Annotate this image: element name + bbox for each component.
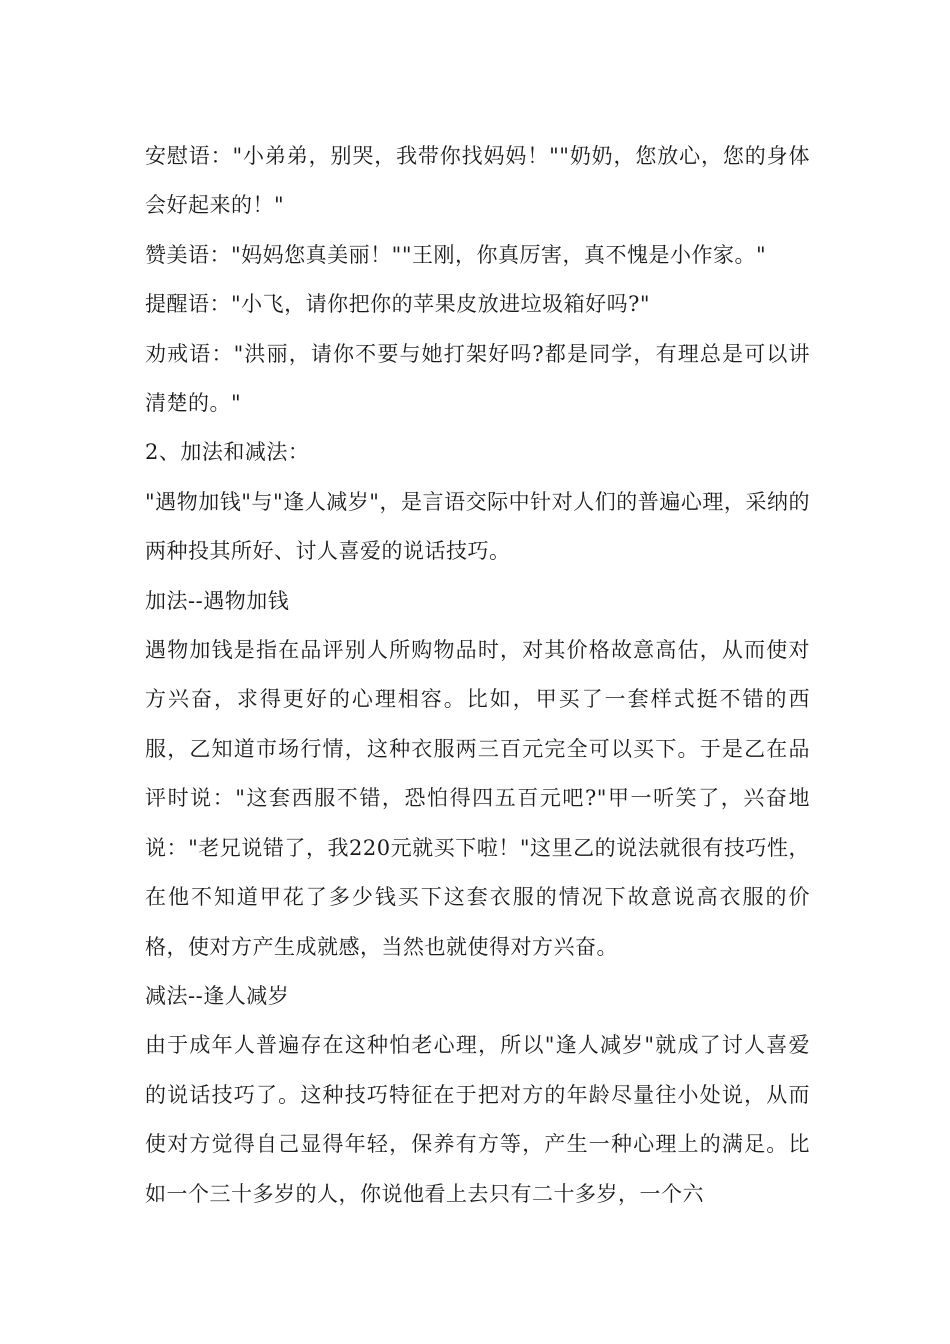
- paragraph-subtraction-explanation: 由于成年人普遍存在这种怕老心理，所以"逢人减岁"就成了讨人喜爱的说话技巧了。这种技巧特征在于把对方的年龄尽量往小处说，从而使对方觉得自己显得年轻，保养有方等，产生一种心理上的满足。比如一个三十多岁的人，你说他看上去只有二十多岁，一个六: [145, 1033, 810, 1206]
- paragraph-addition-explanation: 遇物加钱是指在品评别人所购物品时，对其价格故意高估，从而使对方兴奋，求得更好的心理相容。比如，甲买了一套样式挺不错的西服，乙知道市场行情，这种衣服两三百元完全可以买下。于是乙在品评时说："这套西服不错，恐怕得四五百元吧?"甲一听笑了，兴奋地说："老兄说错了，我220元就买下啦！"这里乙的说法就很有技巧性，在他不知道甲花了多少钱买下这套衣服的情况下故意说高衣服的价格，使对方产生成就感，当然也就使得对方兴奋。: [145, 638, 810, 959]
- paragraph-intro-techniques: "遇物加钱"与"逢人减岁"，是言语交际中针对人们的普遍心理，采纳的两种投其所好、讨人喜爱的说话技巧。: [145, 489, 810, 564]
- section-heading-addition-subtraction: 2、加法和减法：: [145, 440, 310, 465]
- paragraph-comfort-phrases: 安慰语："小弟弟，别哭，我带你找妈妈！""奶奶，您放心，您的身体会好起来的！": [145, 144, 810, 218]
- document-body: [145, 132, 810, 1219]
- paragraph-reminder-phrases: 提醒语："小飞，请你把你的苹果皮放进垃圾箱好吗?": [145, 292, 651, 317]
- subheading-addition: 加法--遇物加钱: [145, 588, 290, 613]
- paragraph-praise-phrases: 赞美语："妈妈您真美丽！""王刚，你真厉害，真不愧是小作家。": [145, 242, 767, 267]
- subheading-subtraction: 减法--逢人减岁: [145, 983, 290, 1008]
- paragraph-advice-phrases: 劝戒语："洪丽，请你不要与她打架好吗?都是同学，有理总是可以讲清楚的。": [145, 341, 810, 416]
